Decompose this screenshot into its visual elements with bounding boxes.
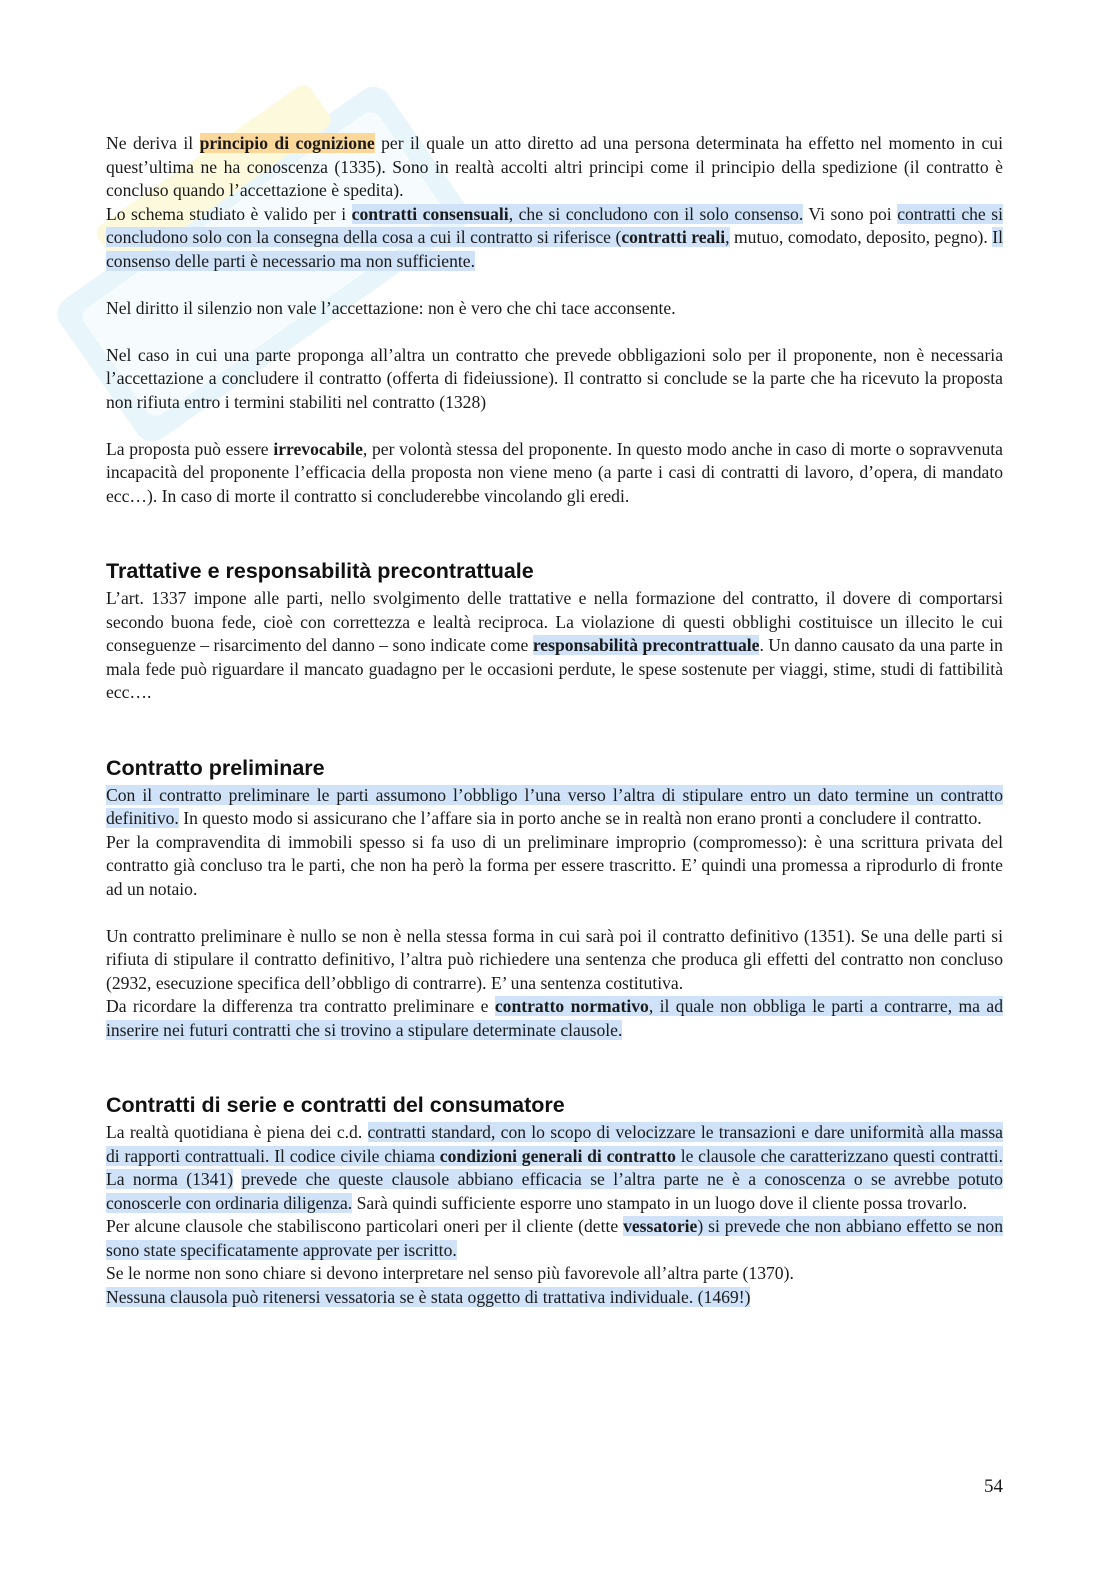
paragraph-offer: Nel caso in cui una parte proponga all’altra un contratto che prevede obbligazioni solo per il proponente, non è necessaria l’accettazione a concludere il contratto (offerta di fideiussione). Il contratto si conclude se la parte che ha ricevuto la proposta non rifiuta entro i termini stabiliti nel contratto (1328) — [106, 344, 1003, 412]
paragraph-interpretation: Se le norme non sono chiare si devono interpretare nel senso più favorevole all’altra parte (1370). — [106, 1263, 794, 1283]
section-heading-consumatore: Contratti di serie e contratti del consumatore — [106, 1093, 565, 1117]
paragraph-silence: Nel diritto il silenzio non vale l’accettazione: non è vero che chi tace acconsente. — [106, 297, 676, 318]
section-heading-preliminare: Contratto preliminare — [106, 755, 325, 780]
paragraph-preliminare: Con il contratto preliminare le parti assumono l’obbligo l’una verso l’altra di stipulare entro un dato termine un contratto definitivo. In questo modo si assicurano che l’affare sia in porto anche se in realtà non erano pronti a concludere il contratto. — [106, 784, 1003, 828]
paragraph-vessatorie: Per alcune clausole che stabiliscono particolari oneri per il cliente (dette vessatorie) si prevede che non abbiano effetto se non sono state specificatamente approvate per iscritto. — [106, 1216, 1004, 1260]
paragraph-nullity: Un contratto preliminare è nullo se non è nella stessa forma in cui sarà poi il contratto definitivo (1351). Se una delle parti si rifiuta di stipulare il contratto definitivo, l’altra può richiedere una sentenza che produca gli effetti del contratto non concluso (2932, esecuzione specifica dell’obbligo di contrarre). E’ una sentenza costitutiva. — [106, 925, 1003, 993]
paragraph-trattativa-individuale: Nessuna clausola può ritenersi vessatoria se è stata oggetto di trattativa individuale. (1469!) — [106, 1286, 751, 1307]
document-page — [106, 132, 1003, 1309]
paragraph-consensual: Lo schema studiato è valido per i contratti consensuali, che si concludono con il solo consenso. Vi sono poi contratti che si concludono solo con la consegna della cosa a cui il contratto si riferisce (contratti reali, mutuo, comodato, deposito, pegno). Il consenso delle parti è necessario ma non sufficiente. — [106, 203, 1004, 271]
paragraph-trattative: L’art. 1337 impone alle parti, nello svolgimento delle trattative e nella formazione del contratto, il dovere di comportarsi secondo buona fede, cioè con correttezza e lealtà reciproca. La violazione di questi obblighi costituisce un illecito le cui conseguenze – risarcimento del danno – sono indicate come responsabilità precontrattuale. Un danno causato da una parte in mala fede può riguardare il mancato guadagno per le occasioni perdute, le spese sostenute per viaggi, stime, studi di fattibilità ecc…. — [106, 588, 1003, 702]
highlight-principio: principio di cognizione — [199, 133, 375, 153]
paragraph-normativo: Da ricordare la differenza tra contratto preliminare e contratto normativo, il quale non obbliga le parti a contrarre, ma ad inserire nei futuri contratti che si trovino a stipulare determinate clausole. — [106, 996, 1003, 1040]
section-heading-trattative: Trattative e responsabilità precontrattuale — [106, 559, 534, 583]
page-number: 54 — [984, 1476, 1003, 1497]
paragraph-standard: La realtà quotidiana è piena dei c.d. contratti standard, con lo scopo di velocizzare le transazioni e dare uniformità alla massa di rapporti contrattuali. Il codice civile chiama condizioni generali di contratto le clausole che caratterizzano questi contratti. La norma (1341) prevede che queste clausole abbiano efficacia se l’altra parte ne è a conoscenza o se avrebbe potuto conoscerle con ordinaria diligenza. Sarà quindi sufficiente esporre uno stampato in un luogo dove il cliente possa trovarlo. — [106, 1122, 1003, 1213]
paragraph-cognition: Ne deriva il principio di cognizione per il quale un atto diretto ad una persona determinata ha effetto nel momento in cui quest’ultima ne ha conoscenza (1335). Sono in realtà accolti altri principi come il principio della spedizione (il contratto è concluso quando l’accettazione è spedita). — [106, 133, 1003, 200]
paragraph-compromesso: Per la compravendita di immobili spesso si fa uso di un preliminare improprio (compromesso): è una scrittura privata del contratto già concluso tra le parti, che non ha però la forma per essere trascritto. E’ quindi una promessa a riprodurlo di fronte ad un notaio. — [106, 831, 1003, 899]
paragraph-irrevocable: La proposta può essere irrevocabile, per volontà stessa del proponente. In questo modo anche in caso di morte o sopravvenuta incapacità del proponente l’efficacia della proposta non viene meno (a parte i casi di contratti di lavoro, d’opera, di mandato ecc…). In caso di morte il contratto si concluderebbe vincolando gli eredi. — [106, 438, 1003, 506]
